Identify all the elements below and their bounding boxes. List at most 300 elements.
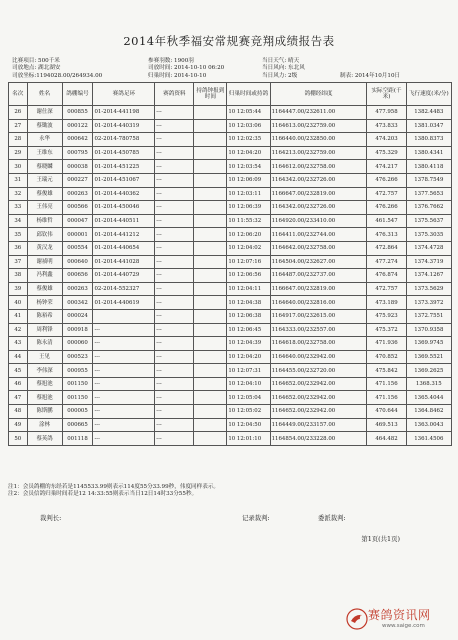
table-row	[9, 119, 452, 133]
return-date: 归巢时间: 2014-10-10	[148, 72, 207, 79]
cell-distance: 475.842	[367, 364, 406, 378]
cell-clock-time	[194, 377, 227, 391]
cell-loft-id: 000795	[62, 146, 93, 160]
cell-loft-id: 000656	[62, 269, 93, 283]
cell-clock-time	[194, 337, 227, 351]
footnote-1: 注1：会员鸽棚的东经若是1145533.99则表示114度55分33.99秒，伟度同样表示。	[8, 484, 220, 490]
cell-distance: 472.864	[367, 241, 406, 255]
cell-loft-id: 000122	[62, 119, 93, 133]
cell-name: 谢仕深	[27, 106, 62, 120]
cell-name: 蔡旭池	[27, 377, 62, 391]
cell-arrival: 10 12:03:06	[227, 119, 270, 133]
cell-rank: 34	[9, 214, 28, 228]
cell-bird-info: ---	[155, 337, 194, 351]
cell-arrival: 10 12:03:54	[227, 160, 270, 174]
table-row	[9, 214, 452, 228]
cell-rank: 43	[9, 337, 28, 351]
cell-distance: 477.274	[367, 255, 406, 269]
cell-bird-info: ---	[155, 201, 194, 215]
cell-speed: 1382.4483	[406, 106, 451, 120]
table-row	[9, 405, 452, 419]
cell-clock-time	[194, 296, 227, 310]
header-speed: 飞行速度(米/分)	[406, 83, 451, 106]
cell-name: 陈永清	[27, 337, 62, 351]
cell-rank: 36	[9, 241, 28, 255]
header-rank: 名次	[9, 83, 28, 106]
cell-ring: 01-2014-440654	[93, 241, 155, 255]
cell-rank: 31	[9, 173, 28, 187]
cell-loft-id: 000263	[62, 187, 93, 201]
cell-arrival: 10 12:07:31	[227, 364, 270, 378]
header-clock-time: 持鸽钟报到时间	[194, 83, 227, 106]
cell-speed: 1365.4044	[406, 391, 451, 405]
cell-ring: 02-2014-780758	[93, 133, 155, 147]
cell-ring: 01-2014-440729	[93, 269, 155, 283]
cell-bird-info: ---	[155, 146, 194, 160]
cell-ring: 01-2014-450046	[93, 201, 155, 215]
cell-coordinates: 1164449.00/233157.00	[270, 418, 367, 432]
cell-distance: 475.329	[367, 146, 406, 160]
cell-rank: 28	[9, 133, 28, 147]
cell-name: 蔡锄波	[27, 119, 62, 133]
cell-ring: 01-2014-440511	[93, 214, 155, 228]
cell-ring: ---	[93, 350, 155, 364]
cell-loft-id: 000060	[62, 337, 93, 351]
cell-distance: 471.156	[367, 377, 406, 391]
cell-clock-time	[194, 405, 227, 419]
cell-rank: 49	[9, 418, 28, 432]
cell-arrival: 10 12:04:39	[227, 337, 270, 351]
cell-loft-id: 001118	[62, 432, 93, 446]
cell-bird-info: ---	[155, 282, 194, 296]
cell-coordinates: 1164333.00/232557.00	[270, 323, 367, 337]
cell-ring: ---	[93, 405, 155, 419]
cell-loft-id: 000001	[62, 228, 93, 242]
report-date: 制表: 2014年10月10日	[340, 72, 401, 79]
cell-clock-time	[194, 391, 227, 405]
watermark-text: 赛鸽资讯网	[368, 608, 431, 622]
weather-info	[262, 58, 305, 80]
cell-arrival: 10 12:01:10	[227, 432, 270, 446]
cell-bird-info: ---	[155, 350, 194, 364]
table-row	[9, 173, 452, 187]
cell-name: 陈斯鹏	[27, 405, 62, 419]
cell-coordinates: 1164652.00/232942.00	[270, 377, 367, 391]
cell-arrival: 10 12:04:11	[227, 282, 270, 296]
table-row	[9, 160, 452, 174]
cell-name: 冯利鑫	[27, 269, 62, 283]
cell-bird-info: ---	[155, 405, 194, 419]
cell-name: 陈裕希	[27, 309, 62, 323]
table-row	[9, 323, 452, 337]
cell-bird-info: ---	[155, 173, 194, 187]
cell-coordinates: 1164854.00/233228.00	[270, 432, 367, 446]
page-title: 2014年秋季福安常规赛竞翔成绩报告表	[123, 34, 335, 48]
cell-speed: 1380.8373	[406, 133, 451, 147]
table-row	[9, 106, 452, 120]
footnotes	[8, 484, 219, 498]
cell-distance: 474.217	[367, 160, 406, 174]
cell-rank: 30	[9, 160, 28, 174]
table-row	[9, 241, 452, 255]
cell-distance: 473.833	[367, 119, 406, 133]
cell-ring: 02-2014-552327	[93, 282, 155, 296]
cell-bird-info: ---	[155, 309, 194, 323]
cell-bird-info: ---	[155, 432, 194, 446]
cell-name: 黄汉龙	[27, 241, 62, 255]
cell-loft-id: 000024	[62, 309, 93, 323]
cell-arrival: 10 12:06:56	[227, 269, 270, 283]
cell-distance: 476.266	[367, 173, 406, 187]
cell-speed: 1363.0043	[406, 418, 451, 432]
cell-clock-time	[194, 432, 227, 446]
release-location: 司放地点: 湖北湖安	[12, 65, 61, 72]
cell-bird-info: ---	[155, 269, 194, 283]
table-row	[9, 146, 452, 160]
race-info-left	[12, 58, 102, 80]
cell-arrival: 10 12:04:20	[227, 350, 270, 364]
cell-clock-time	[194, 106, 227, 120]
cell-arrival: 10 12:02:35	[227, 133, 270, 147]
watermark-url: www.saige.com	[382, 623, 425, 629]
table-row	[9, 255, 452, 269]
cell-coordinates: 1164652.00/232942.00	[270, 391, 367, 405]
cell-speed: 1373.3972	[406, 296, 451, 310]
wind-direction: 当日风向: 东北风	[262, 65, 305, 72]
cell-speed: 1380.4341	[406, 146, 451, 160]
cell-ring: 01-2014-440619	[93, 296, 155, 310]
cell-loft-id: 000918	[62, 323, 93, 337]
cell-distance: 476.266	[367, 201, 406, 215]
cell-coordinates: 1164642.00/232758.00	[270, 241, 367, 255]
cell-rank: 35	[9, 228, 28, 242]
header-ring: 赛鸽足环	[93, 83, 155, 106]
cell-rank: 38	[9, 269, 28, 283]
cell-loft-id: 000342	[62, 296, 93, 310]
cell-ring: 01-2014-450785	[93, 146, 155, 160]
table-row	[9, 377, 452, 391]
cell-loft-id: 000566	[62, 201, 93, 215]
cell-loft-id: 000523	[62, 350, 93, 364]
cell-rank: 41	[9, 309, 28, 323]
cell-name: 蔡英鸽	[27, 432, 62, 446]
cell-loft-id: 000855	[62, 106, 93, 120]
cell-coordinates: 1164640.00/232942.00	[270, 350, 367, 364]
cell-rank: 26	[9, 106, 28, 120]
cell-rank: 37	[9, 255, 28, 269]
cell-loft-id: 001150	[62, 377, 93, 391]
cell-loft-id: 000554	[62, 241, 93, 255]
cell-distance: 470.644	[367, 405, 406, 419]
cell-coordinates: 1164447.00/232611.00	[270, 106, 367, 120]
cell-bird-info: ---	[155, 133, 194, 147]
cell-bird-info: ---	[155, 160, 194, 174]
cell-speed: 1369.9745	[406, 337, 451, 351]
cell-name: 杨维哲	[27, 214, 62, 228]
cell-arrival: 10 11:55:32	[227, 214, 270, 228]
cell-bird-info: ---	[155, 296, 194, 310]
cell-ring: ---	[93, 391, 155, 405]
cell-speed: 1361.4506	[406, 432, 451, 446]
cell-distance: 473.189	[367, 296, 406, 310]
cell-name: 永华	[27, 133, 62, 147]
cell-loft-id: 000665	[62, 418, 93, 432]
cell-clock-time	[194, 241, 227, 255]
cell-distance: 472.757	[367, 187, 406, 201]
table-row	[9, 187, 452, 201]
cell-bird-info: ---	[155, 228, 194, 242]
cell-arrival: 10 12:06:20	[227, 228, 270, 242]
cell-name: 涂林	[27, 418, 62, 432]
header-name: 姓名	[27, 83, 62, 106]
cell-arrival: 10 12:06:45	[227, 323, 270, 337]
pigeon-icon	[346, 608, 368, 630]
cell-coordinates: 1164213.00/232759.00	[270, 146, 367, 160]
cell-arrival: 10 12:03:11	[227, 187, 270, 201]
cell-bird-info: ---	[155, 106, 194, 120]
cell-loft-id: 000047	[62, 214, 93, 228]
header-loft-id: 鸽棚编号	[62, 83, 93, 106]
cell-bird-info: ---	[155, 255, 194, 269]
cell-rank: 39	[9, 282, 28, 296]
cell-coordinates: 1164455.00/232720.00	[270, 364, 367, 378]
cell-coordinates: 1166647.00/232819.00	[270, 282, 367, 296]
table-row	[9, 364, 452, 378]
table-body	[9, 106, 452, 446]
cell-ring: ---	[93, 432, 155, 446]
cell-name: 周利锋	[27, 323, 62, 337]
cell-bird-info: ---	[155, 364, 194, 378]
cell-arrival: 10 12:05:04	[227, 391, 270, 405]
cell-clock-time	[194, 146, 227, 160]
header-coordinates: 鸽棚经纬度	[270, 83, 367, 106]
cell-rank: 44	[9, 350, 28, 364]
cell-speed: 1374.4728	[406, 241, 451, 255]
cell-clock-time	[194, 350, 227, 364]
cell-coordinates: 1164613.00/232759.00	[270, 119, 367, 133]
cell-ring: ---	[93, 323, 155, 337]
table-row	[9, 337, 452, 351]
cell-distance: 471.936	[367, 337, 406, 351]
cell-name: 杨钟荣	[27, 296, 62, 310]
cell-coordinates: 1164487.00/232737.00	[270, 269, 367, 283]
cell-clock-time	[194, 323, 227, 337]
entry-count: 参赛羽数: 1900羽	[148, 58, 194, 64]
cell-speed: 1375.3035	[406, 228, 451, 242]
cell-loft-id: 000227	[62, 173, 93, 187]
table-row	[9, 309, 452, 323]
header-arrival: 归巢时间或持鸽	[227, 83, 270, 106]
cell-clock-time	[194, 173, 227, 187]
cell-arrival: 10 12:05:02	[227, 405, 270, 419]
cell-name: 蔡晓麟	[27, 160, 62, 174]
cell-speed: 1376.7662	[406, 201, 451, 215]
cell-loft-id: 000640	[62, 255, 93, 269]
cell-ring: 01-2014-441198	[93, 106, 155, 120]
cell-clock-time	[194, 201, 227, 215]
table-row	[9, 296, 452, 310]
referee-signature: 裁判长:	[40, 514, 62, 522]
cell-rank: 42	[9, 323, 28, 337]
committee-signature: 委派裁判:	[318, 514, 346, 522]
cell-loft-id: 001150	[62, 391, 93, 405]
cell-arrival: 10 12:05:44	[227, 106, 270, 120]
cell-loft-id: 000005	[62, 405, 93, 419]
cell-arrival: 10 12:04:50	[227, 418, 270, 432]
page-number: 第1页(共1页)	[361, 535, 400, 543]
cell-rank: 27	[9, 119, 28, 133]
table-row	[9, 432, 452, 446]
header-bird-info: 赛鸽资料	[155, 83, 194, 106]
cell-arrival: 10 12:04:02	[227, 241, 270, 255]
cell-coordinates: 1164342.00/232726.00	[270, 173, 367, 187]
cell-name: 谢祯明	[27, 255, 62, 269]
cell-speed: 1375.5637	[406, 214, 451, 228]
cell-coordinates: 1164640.00/232816.00	[270, 296, 367, 310]
cell-name: 李伟深	[27, 364, 62, 378]
cell-speed: 1377.5653	[406, 187, 451, 201]
cell-speed: 1372.7551	[406, 309, 451, 323]
race-distance: 比赛项目: 500千米	[12, 58, 60, 64]
cell-arrival: 10 12:06:38	[227, 309, 270, 323]
cell-rank: 50	[9, 432, 28, 446]
cell-speed: 1380.4118	[406, 160, 451, 174]
cell-rank: 32	[9, 187, 28, 201]
cell-rank: 48	[9, 405, 28, 419]
cell-distance: 461.547	[367, 214, 406, 228]
cell-bird-info: ---	[155, 119, 194, 133]
cell-rank: 45	[9, 364, 28, 378]
cell-bird-info: ---	[155, 391, 194, 405]
header-distance: 实际空距(千米)	[367, 83, 406, 106]
cell-ring: ---	[93, 418, 155, 432]
cell-rank: 46	[9, 377, 28, 391]
cell-speed: 1378.7549	[406, 173, 451, 187]
cell-coordinates: 1164411.00/232744.00	[270, 228, 367, 242]
watermark-logo	[342, 604, 450, 634]
cell-clock-time	[194, 119, 227, 133]
cell-clock-time	[194, 269, 227, 283]
cell-clock-time	[194, 282, 227, 296]
cell-distance: 469.513	[367, 418, 406, 432]
cell-name: 王瑞元	[27, 173, 62, 187]
cell-bird-info: ---	[155, 187, 194, 201]
cell-clock-time	[194, 418, 227, 432]
cell-loft-id: 000263	[62, 282, 93, 296]
cell-rank: 29	[9, 146, 28, 160]
cell-ring: ---	[93, 364, 155, 378]
cell-ring	[93, 309, 155, 323]
cell-coordinates: 1166440.00/232850.00	[270, 133, 367, 147]
cell-clock-time	[194, 255, 227, 269]
cell-distance: 474.203	[367, 133, 406, 147]
cell-loft-id: 000955	[62, 364, 93, 378]
cell-bird-info: ---	[155, 241, 194, 255]
cell-coordinates: 1164342.00/232726.00	[270, 201, 367, 215]
cell-distance: 476.313	[367, 228, 406, 242]
cell-coordinates: 1166647.00/232819.00	[270, 187, 367, 201]
cell-speed: 1364.8462	[406, 405, 451, 419]
cell-distance: 476.874	[367, 269, 406, 283]
recorder-signature: 记录裁判:	[242, 514, 270, 522]
cell-bird-info: ---	[155, 418, 194, 432]
cell-name: 邱钦伟	[27, 228, 62, 242]
cell-rank: 40	[9, 296, 28, 310]
cell-ring: 01-2014-441028	[93, 255, 155, 269]
cell-bird-info: ---	[155, 323, 194, 337]
weather: 当日天气: 晴天	[262, 58, 300, 64]
cell-bird-info: ---	[155, 377, 194, 391]
wind-force: 当日风力: 2级	[262, 72, 298, 79]
race-info-mid	[148, 58, 224, 80]
cell-ring: ---	[93, 337, 155, 351]
cell-distance: 477.958	[367, 106, 406, 120]
cell-arrival: 10 12:04:10	[227, 377, 270, 391]
cell-speed: 1369.5521	[406, 350, 451, 364]
table-row	[9, 350, 452, 364]
cell-clock-time	[194, 228, 227, 242]
cell-ring: 01-2014-441212	[93, 228, 155, 242]
cell-speed: 1374.1267	[406, 269, 451, 283]
cell-name: 王维东	[27, 146, 62, 160]
table-row	[9, 269, 452, 283]
cell-arrival: 10 12:04:38	[227, 296, 270, 310]
cell-coordinates: 1164618.00/232758.00	[270, 337, 367, 351]
cell-speed: 1369.2625	[406, 364, 451, 378]
cell-rank: 33	[9, 201, 28, 215]
cell-name: 蔡俊雄	[27, 187, 62, 201]
cell-ring: 01-2014-451225	[93, 160, 155, 174]
table-row	[9, 391, 452, 405]
cell-name: 蔡旭池	[27, 391, 62, 405]
cell-distance: 471.156	[367, 391, 406, 405]
cell-distance: 475.923	[367, 309, 406, 323]
cell-speed: 1381.0347	[406, 119, 451, 133]
cell-clock-time	[194, 214, 227, 228]
cell-arrival: 10 12:06:39	[227, 201, 270, 215]
table-row	[9, 201, 452, 215]
cell-clock-time	[194, 160, 227, 174]
cell-coordinates: 1164652.00/232942.00	[270, 405, 367, 419]
cell-speed: 1373.5629	[406, 282, 451, 296]
cell-distance: 464.482	[367, 432, 406, 446]
cell-clock-time	[194, 364, 227, 378]
table-header-row	[9, 83, 452, 106]
cell-speed: 1374.3719	[406, 255, 451, 269]
cell-coordinates: 1164920.00/233410.00	[270, 214, 367, 228]
table-row	[9, 133, 452, 147]
cell-speed: 1370.9358	[406, 323, 451, 337]
cell-coordinates: 1164917.00/232615.00	[270, 309, 367, 323]
table-row	[9, 418, 452, 432]
cell-distance: 475.372	[367, 323, 406, 337]
cell-coordinates: 1164612.00/232758.00	[270, 160, 367, 174]
cell-arrival: 10 12:07:16	[227, 255, 270, 269]
release-coordinates: 司放坐标:1194028.00/264934.00	[12, 72, 103, 79]
cell-speed: 1368.315	[406, 377, 451, 391]
table-row	[9, 282, 452, 296]
cell-name: 蔡俊雄	[27, 282, 62, 296]
cell-name: 王见	[27, 350, 62, 364]
cell-clock-time	[194, 187, 227, 201]
cell-distance: 472.757	[367, 282, 406, 296]
cell-ring: 01-2014-440319	[93, 119, 155, 133]
cell-bird-info: ---	[155, 214, 194, 228]
cell-loft-id: 000642	[62, 133, 93, 147]
cell-clock-time	[194, 133, 227, 147]
cell-ring: 01-2014-451067	[93, 173, 155, 187]
cell-ring: 01-2014-440362	[93, 187, 155, 201]
